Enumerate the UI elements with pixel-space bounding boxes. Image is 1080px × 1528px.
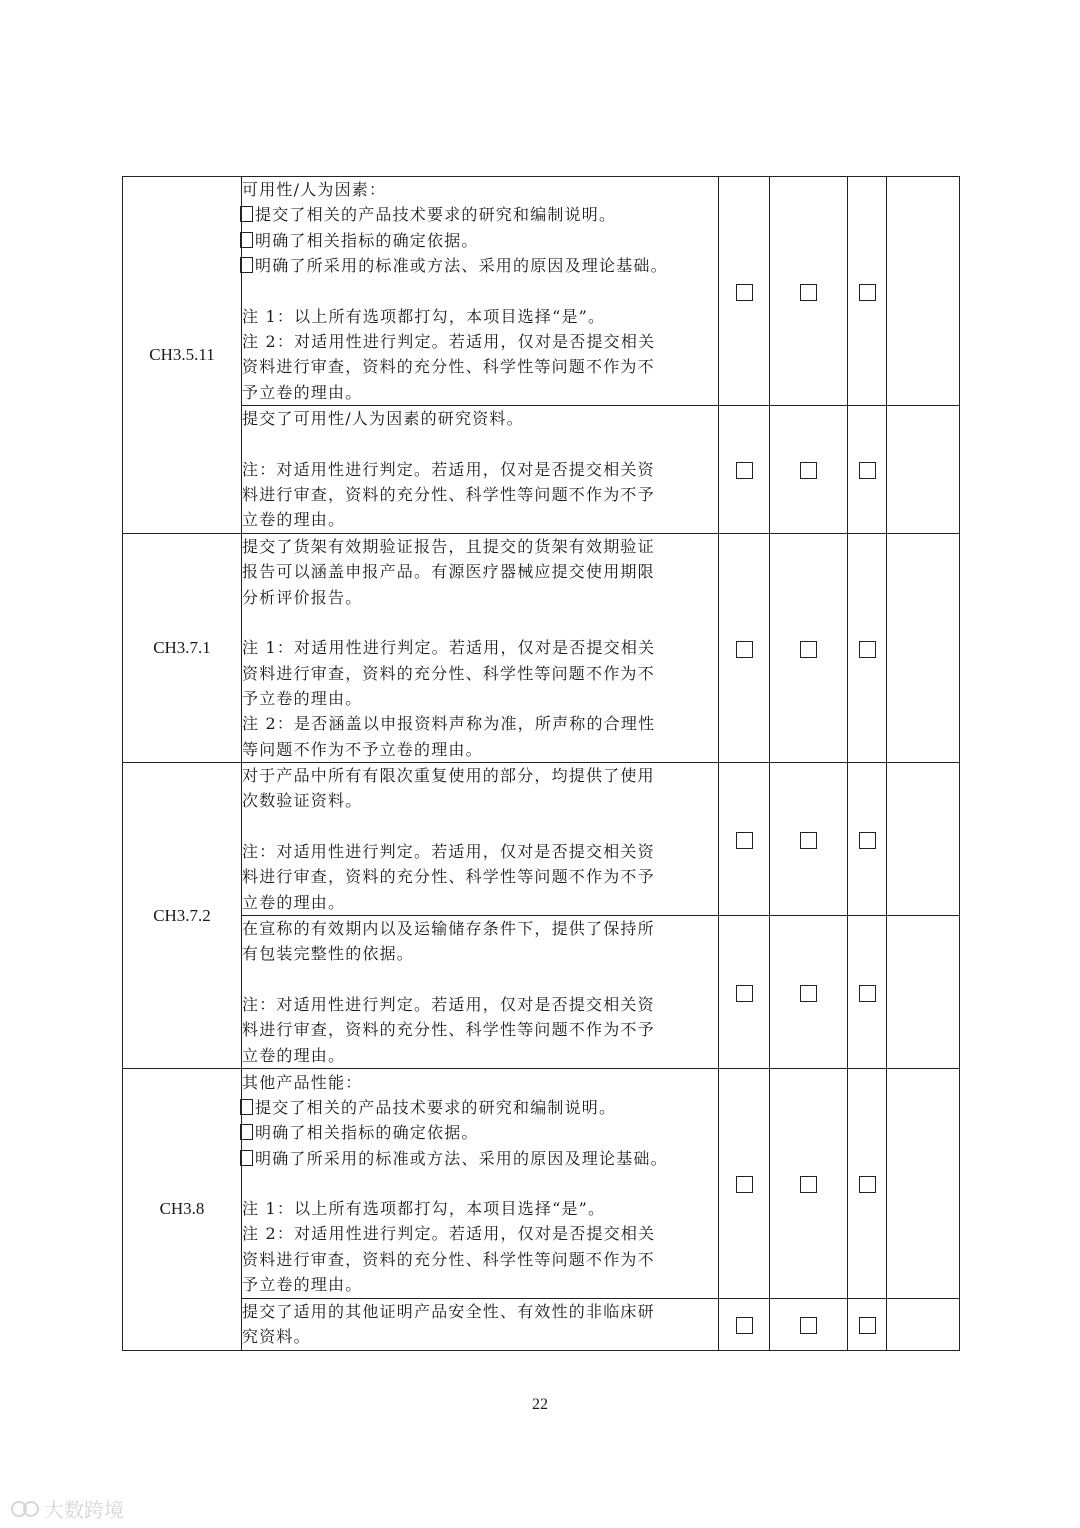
line-text: 资料进行审查，资料的充分性、科学性等问题不作为不 [242,1249,655,1269]
description-line [242,457,718,482]
line-text: 明确了相关指标的确定依据。 [255,1123,479,1143]
line-text: 注 2：对适用性进行判定。若适用，仅对是否提交相关 [242,331,656,351]
line-text: 提交了货架有效期验证报告，且提交的货架有效期验证 [242,537,655,557]
watermark-logo-icon [10,1500,40,1518]
remarks-cell [887,916,960,1069]
description-line [242,1196,718,1221]
line-text: 注：对适用性进行判定。若适用，仅对是否提交相关资 [242,459,655,479]
check-cell-col-c [848,916,887,1069]
line-text: 有包装完整性的依据。 [242,944,415,964]
page-number: 22 [532,1396,548,1413]
table-row [123,406,960,534]
check-cell-col-a [719,1299,770,1351]
table-row [123,177,960,406]
description-line [242,661,718,686]
table-row [123,916,960,1069]
description-line [242,1070,718,1095]
table-row [123,1299,960,1351]
check-cell-col-a [719,1069,770,1299]
description-line [242,941,718,966]
check-cell-col-b [770,1299,848,1351]
requirement-description [242,1299,719,1351]
check-cell-col-a [719,406,770,534]
description-line [242,967,718,992]
requirement-description [242,916,719,1069]
line-text: 立卷的理由。 [242,510,346,530]
checkbox-col-a[interactable] [736,832,753,849]
check-cell-col-b [770,763,848,916]
line-text: 分析评价报告。 [242,587,363,607]
check-cell-col-c [848,406,887,534]
watermark-text: 大数跨境 [44,1498,124,1522]
table-row [123,763,960,916]
checkbox-col-b[interactable] [800,641,817,658]
checkbox-col-a[interactable] [736,985,753,1002]
checkbox-col-c[interactable] [859,832,876,849]
checkbox-col-c[interactable] [859,1176,876,1193]
remarks-cell [887,534,960,763]
line-text: 予立卷的理由。 [242,688,363,708]
check-cell-col-c [848,177,887,406]
checkbox-col-c[interactable] [859,641,876,658]
description-line [242,839,718,864]
line-text: 明确了相关指标的确定依据。 [255,230,479,250]
checkbox-col-b[interactable] [800,832,817,849]
line-text: 次数验证资料。 [242,791,363,811]
check-cell-col-c [848,763,887,916]
description-line [242,1272,718,1297]
check-cell-col-a [719,177,770,406]
option-line [240,202,718,227]
description-line [242,814,718,839]
description-line [242,635,718,660]
line-text: 注：对适用性进行判定。若适用，仅对是否提交相关资 [242,995,655,1014]
check-cell-col-c [848,534,887,763]
checkbox-col-b[interactable] [800,1176,817,1193]
option-checkbox[interactable] [240,1099,253,1115]
description-line [242,1221,718,1246]
line-text: 明确了所采用的标准或方法、采用的原因及理论基础。 [255,256,668,276]
checkbox-col-b[interactable] [800,985,817,1002]
line-text: 对于产品中所有有限次重复使用的部分，均提供了使用 [242,766,655,786]
line-text: 资料进行审查，资料的充分性、科学性等问题不作为不 [242,663,655,683]
remarks-cell [887,1299,960,1351]
description-line [242,763,718,788]
description-line [242,864,718,889]
line-text: 料进行审查，资料的充分性、科学性等问题不作为不予 [242,485,655,505]
line-text: 可用性/人为因素： [242,180,387,200]
requirement-description [242,1069,719,1299]
checkbox-col-b[interactable] [800,1317,817,1334]
requirement-description [242,177,719,406]
description-line [242,406,718,431]
option-checkbox[interactable] [240,206,253,222]
description-line [242,432,718,457]
description-line [242,1247,718,1272]
check-cell-col-b [770,916,848,1069]
line-text: 提交了可用性/人为因素的研究资料。 [242,409,524,429]
check-cell-col-a [719,534,770,763]
line-text: 料进行审查，资料的充分性、科学性等问题不作为不予 [242,1020,655,1040]
description-line [242,1324,718,1349]
description-line [242,916,718,941]
description-line [242,507,718,532]
requirement-description [242,534,719,763]
description-line [242,534,718,559]
remarks-cell [887,177,960,406]
line-text: 究资料。 [242,1327,311,1347]
description-line [242,1299,718,1324]
watermark [10,1494,124,1523]
checkbox-col-b[interactable] [800,462,817,479]
remarks-cell [887,1069,960,1299]
checkbox-col-c[interactable] [859,284,876,301]
line-text: 立卷的理由。 [242,892,346,912]
line-text: 明确了所采用的标准或方法、采用的原因及理论基础。 [255,1148,668,1168]
description-line [242,610,718,635]
line-text: 予立卷的理由。 [242,382,363,402]
description-line [242,304,718,329]
description-line [242,559,718,584]
description-line [242,585,718,610]
check-cell-col-b [770,406,848,534]
option-checkbox[interactable] [240,232,253,248]
line-text: 报告可以涵盖申报产品。有源医疗器械应提交使用期限 [242,562,655,582]
description-line [242,1171,718,1196]
description-line [242,1017,718,1042]
description-line [242,354,718,379]
option-line [240,253,718,278]
line-text: 料进行审查，资料的充分性、科学性等问题不作为不予 [242,867,655,887]
checkbox-col-a[interactable] [736,462,753,479]
checkbox-col-b[interactable] [800,284,817,301]
line-text: 注 1：对适用性进行判定。若适用，仅对是否提交相关 [242,638,656,658]
check-cell-col-c [848,1069,887,1299]
line-text: 立卷的理由。 [242,1045,346,1065]
description-line [242,686,718,711]
description-line [242,711,718,736]
check-cell-col-b [770,177,848,406]
table-row [123,1069,960,1299]
description-line [242,482,718,507]
requirement-description [242,763,719,916]
checkbox-col-c[interactable] [859,985,876,1002]
review-checklist-table [122,176,960,1351]
remarks-cell [887,406,960,534]
line-text: 予立卷的理由。 [242,1275,363,1295]
checkbox-col-a[interactable] [736,1317,753,1334]
option-line [240,1095,718,1120]
option-checkbox[interactable] [240,257,253,273]
description-line [242,788,718,813]
line-text: 提交了相关的产品技术要求的研究和编制说明。 [255,205,617,225]
check-cell-col-a [719,763,770,916]
option-line [240,228,718,253]
line-text: 注 1：以上所有选项都打勾，本项目选择“是”。 [242,1199,606,1219]
line-text: 注：对适用性进行判定。若适用，仅对是否提交相关资 [242,842,655,861]
remarks-cell [887,763,960,916]
description-line [242,1043,718,1068]
check-cell-col-b [770,534,848,763]
checkbox-col-c[interactable] [859,1317,876,1334]
description-line [242,380,718,405]
checkbox-col-a[interactable] [736,284,753,301]
item-code: CH3.5.11 [123,177,242,534]
description-line [242,890,718,915]
checkbox-col-a[interactable] [736,1176,753,1193]
description-line [242,329,718,354]
line-text: 其他产品性能： [242,1072,363,1092]
option-checkbox[interactable] [240,1150,253,1166]
option-line [240,1120,718,1145]
line-text: 在宣称的有效期内以及运输储存条件下，提供了保持所 [242,919,655,939]
option-checkbox[interactable] [240,1124,253,1140]
item-code: CH3.7.2 [123,763,242,1069]
check-cell-col-a [719,916,770,1069]
checkbox-col-c[interactable] [859,462,876,479]
line-text: 注 2：对适用性进行判定。若适用，仅对是否提交相关 [242,1224,656,1244]
requirement-description [242,406,719,534]
check-cell-col-b [770,1069,848,1299]
line-text: 提交了相关的产品技术要求的研究和编制说明。 [255,1097,617,1117]
line-text: 注 1：以上所有选项都打勾，本项目选择“是”。 [242,306,606,326]
line-text: 资料进行审查，资料的充分性、科学性等问题不作为不 [242,357,655,377]
line-text: 提交了适用的其他证明产品安全性、有效性的非临床研 [242,1302,655,1321]
line-text: 等问题不作为不予立卷的理由。 [242,739,483,759]
table-row [123,534,960,763]
check-cell-col-c [848,1299,887,1351]
description-line [242,278,718,303]
line-text: 注 2：是否涵盖以申报资料声称为准，所声称的合理性 [242,714,656,734]
description-line [242,177,718,202]
description-line [242,737,718,762]
checkbox-col-a[interactable] [736,641,753,658]
option-line [240,1146,718,1171]
item-code: CH3.8 [123,1069,242,1351]
description-line [242,992,718,1017]
item-code: CH3.7.1 [123,534,242,763]
